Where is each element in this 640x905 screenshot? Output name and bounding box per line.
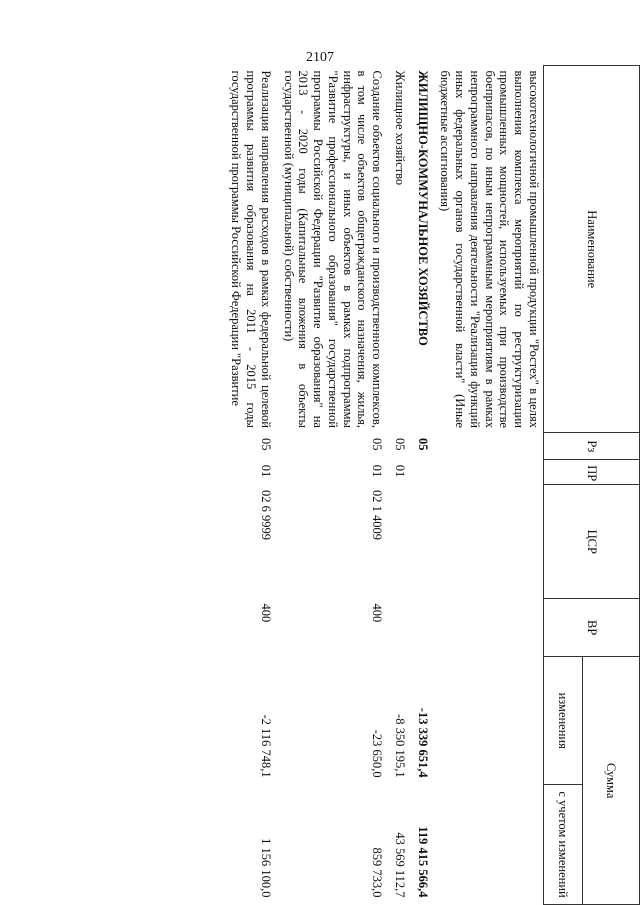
row-pr — [432, 460, 544, 485]
row-change: -23 650,0 — [370, 729, 385, 778]
row-rz: 05 — [415, 437, 430, 451]
row-rz: 05 — [259, 437, 273, 451]
row-change: -2 116 748,1 — [259, 714, 273, 778]
row-rz: 05 — [393, 437, 407, 451]
row-change — [432, 657, 544, 785]
row-vr — [432, 599, 544, 657]
row-name: высокотехнологичной промышленной продукции "Ростех" в целях выполнения комплекса мероприятий по реструктуризации промышленных мощностей, используемых при производстве боеприпасов, по иным непрограммным мероприятиям в рамках непрограммного направления деятельности "Реализация функций иных федеральных органов государственной власти" (Иные бюджетные ассигнования) — [438, 70, 541, 428]
row-rz: 05 — [370, 437, 385, 451]
table-row — [223, 66, 275, 905]
row-vr — [409, 599, 432, 657]
row-vr: 400 — [259, 603, 273, 623]
row-vr — [386, 599, 409, 657]
row-change: -13 339 651,4 — [415, 707, 430, 778]
row-name: ЖИЛИЩНО-КОММУНАЛЬНОЕ ХОЗЯЙСТВО — [415, 70, 430, 346]
row-pr: 01 — [370, 464, 385, 478]
row-pr — [409, 460, 432, 485]
header-sum: Сумма — [583, 657, 640, 905]
table-row — [409, 66, 432, 905]
row-csr: 02 1 4009 — [370, 489, 385, 540]
header-total: с учетом изменений — [544, 785, 583, 905]
rotated-page — [107, 65, 640, 905]
page-number: 2107 — [306, 50, 334, 65]
row-csr: 02 6 9999 — [259, 489, 273, 540]
table-row — [432, 66, 544, 905]
row-total: 1 156 100,0 — [259, 838, 273, 898]
header-csr: ЦСР — [544, 485, 640, 599]
row-change: -8 350 195,1 — [393, 714, 407, 778]
row-total — [432, 785, 544, 905]
row-pr: 01 — [393, 464, 407, 478]
header-vr: ВР — [544, 599, 640, 657]
table-row — [275, 66, 386, 905]
row-total: 119 415 566,4 — [415, 826, 430, 898]
row-pr: 01 — [259, 464, 273, 478]
row-csr — [409, 485, 432, 599]
table-header — [544, 66, 640, 905]
row-name: Создание объектов социального и производственного комплексов, в том числе объектов общегражданского назначения, жилья, инфраструктуры, и иных объектов в рамках подпрограммы "Развитие профессионального образования" государственной программы Российской Федерации "Развитие образования" на 2013 - 2020 годы (Капитальные вложения в объекты государственной (муниципальной) собственности) — [281, 70, 385, 428]
header-pr: ПР — [544, 460, 640, 485]
budget-table — [223, 65, 640, 905]
header-name: Наименование — [544, 66, 640, 433]
header-change: изменения — [544, 657, 583, 785]
row-name: Жилищное хозяйство — [393, 70, 407, 186]
row-total: 43 569 112,7 — [393, 832, 407, 898]
row-name: Реализация направления расходов в рамках федеральной целевой программы развития образования на 2011 - 2015 годы государственной программы Российской Федерации "Развитие — [229, 70, 273, 428]
table-row — [386, 66, 409, 905]
row-rz — [432, 433, 544, 460]
row-vr: 400 — [370, 603, 385, 623]
header-rz: Рз — [544, 433, 640, 460]
row-total: 859 733,0 — [370, 847, 385, 898]
row-csr — [386, 485, 409, 599]
row-csr — [432, 485, 544, 599]
table-body — [223, 66, 544, 905]
